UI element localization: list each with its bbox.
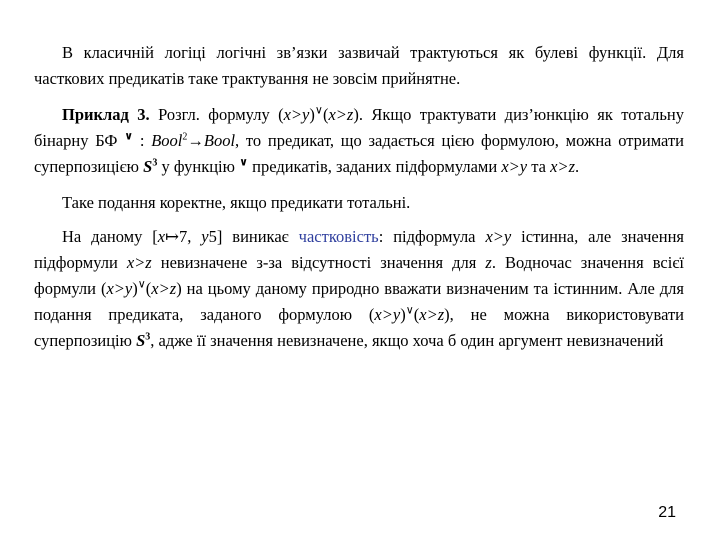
- disjunction-symbol: ∨: [137, 278, 146, 291]
- text-fragment: та: [527, 157, 551, 176]
- highlighted-term: частковість: [298, 227, 379, 246]
- example-label: Приклад 3.: [62, 105, 150, 124]
- text-fragment: ), не можна використовувати суперпозицію: [34, 305, 685, 350]
- superscript-3: 3: [152, 157, 158, 169]
- text-fragment: Розгл. формулу (: [149, 105, 284, 124]
- text-fragment: невизначене з-за відсутності значення для: [151, 253, 486, 272]
- text-fragment: .: [575, 157, 580, 176]
- mapping-fragment: ↦7,: [165, 227, 202, 246]
- formula-x-gt-z: x>z: [151, 279, 177, 298]
- formula-x-gt-z: x>z: [328, 105, 354, 124]
- disjunction-symbol: ∨: [405, 304, 414, 317]
- text-fragment: ) на цьому даному природно вважати визначеним та істинним. Але для подання предиката, заданого формулою (: [34, 279, 685, 324]
- paragraph-partiality: [34, 224, 684, 354]
- paragraph-correctness-text: Таке подання коректне, якщо предикати тотальні.: [62, 193, 411, 212]
- paragraph-intro-text: В класичній логіці логічні зв’язки зазвичай трактуються як булеві функції. Для часткових предикатів таке трактування не зовсім прийнятне.: [34, 43, 684, 88]
- disjunction-symbol: ∨: [239, 156, 249, 169]
- formula-x-gt-y: x>y: [501, 157, 528, 176]
- variable-z: z: [485, 253, 492, 272]
- disjunction-symbol: ∨: [314, 104, 323, 117]
- text-fragment: ): [400, 305, 406, 324]
- text-fragment: На даному [: [62, 227, 158, 246]
- disjunction-symbol: ∨: [124, 130, 134, 143]
- text-fragment: :: [133, 131, 152, 150]
- text-fragment: (: [322, 105, 329, 124]
- superscript-3: 3: [145, 331, 151, 343]
- superposition-S: S: [136, 331, 146, 350]
- variable-x: x: [157, 227, 166, 246]
- text-fragment: істинна, але значення підформули: [34, 227, 684, 272]
- formula-x-gt-y: x>y: [283, 105, 310, 124]
- text-fragment: . Водночас значення всієї формули (: [34, 253, 684, 298]
- paragraph-example-3: [34, 102, 684, 180]
- text-fragment: : підформула: [378, 227, 486, 246]
- formula-x-gt-z: x>z: [126, 253, 152, 272]
- arrow-symbol: →: [187, 131, 204, 150]
- text-fragment: (: [413, 305, 420, 324]
- paragraph-correctness: [34, 190, 684, 216]
- mapping-fragment: 5] виникає: [208, 227, 299, 246]
- text-fragment: , то предикат, що задається цією формулою, можна отримати суперпозицією: [34, 131, 684, 176]
- formula-x-gt-z: x>z: [550, 157, 575, 176]
- superposition-S: S: [143, 157, 153, 176]
- text-fragment: , адже її значення невизначене, якщо хоча б один аргумент невизначений: [150, 331, 664, 350]
- paragraph-intro: [34, 40, 684, 92]
- text-fragment: предикатів, заданих підформулами: [248, 157, 502, 176]
- formula-x-gt-y: x>y: [374, 305, 401, 324]
- text-fragment: ): [132, 279, 138, 298]
- formula-x-gt-y: x>y: [106, 279, 133, 298]
- text-fragment: ): [309, 105, 315, 124]
- slide-body: [34, 40, 684, 364]
- formula-x-gt-z: x>z: [419, 305, 445, 324]
- superscript-2: 2: [182, 131, 188, 143]
- bool-type: Bool: [203, 131, 236, 150]
- page-number: 21: [658, 504, 676, 521]
- text-fragment: у функцію: [157, 157, 240, 176]
- formula-x-gt-y: x>y: [485, 227, 512, 246]
- bool-type: Bool: [151, 131, 183, 150]
- text-fragment: ). Якщо трактувати диз’юнкцію як тотальну бінарну БФ: [34, 105, 684, 150]
- variable-y: y: [201, 227, 209, 246]
- text-fragment: (: [145, 279, 152, 298]
